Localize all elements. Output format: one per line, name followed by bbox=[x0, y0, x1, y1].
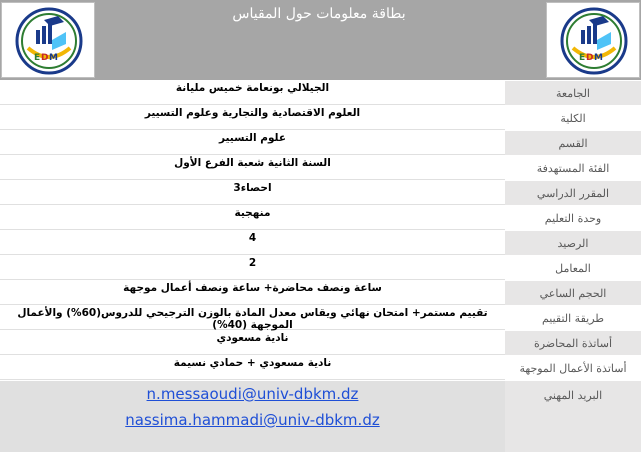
row-value: تقييم مستمر+ امتحان نهائي ويقاس معدل المادة بالوزن الترجيحي للدروس(60%) والأعمال الموجهة (40%) bbox=[0, 306, 505, 330]
row-label: الحجم الساعي bbox=[505, 281, 641, 305]
university-logo-icon bbox=[559, 6, 629, 76]
university-logo-right bbox=[546, 2, 640, 78]
university-logo-left bbox=[1, 2, 95, 78]
email-link-2[interactable]: nassima.hammadi@univ-dbkm.dz bbox=[125, 411, 380, 429]
row-value: العلوم الاقتصادية والتجارية وعلوم التسيير bbox=[0, 106, 505, 130]
row-university bbox=[0, 81, 641, 106]
row-value: 4 bbox=[0, 231, 505, 255]
row-value: ساعة ونصف محاضرة+ ساعة ونصف أعمال موجهة bbox=[0, 281, 505, 305]
row-teaching-unit bbox=[0, 206, 641, 231]
row-label: طريقة التقييم bbox=[505, 306, 641, 330]
row-label: المعامل bbox=[505, 256, 641, 280]
row-label: أساتذة الأعمال الموجهة bbox=[505, 356, 641, 380]
university-logo-icon bbox=[14, 6, 84, 76]
row-coefficient bbox=[0, 256, 641, 281]
row-label: المقرر الدراسي bbox=[505, 181, 641, 205]
svg-text:M: M bbox=[594, 53, 603, 63]
row-evaluation bbox=[0, 306, 641, 331]
svg-text:E: E bbox=[34, 53, 41, 63]
row-faculty bbox=[0, 106, 641, 131]
svg-text:D: D bbox=[41, 53, 49, 63]
row-label: الرصيد bbox=[505, 231, 641, 255]
page-title: بطاقة معلومات حول المقياس bbox=[232, 6, 406, 22]
row-label: الفئة المستهدفة bbox=[505, 156, 641, 180]
row-value: علوم التسيير bbox=[0, 131, 505, 155]
row-label: وحدة التعليم bbox=[505, 206, 641, 230]
info-table bbox=[0, 81, 641, 453]
row-credits bbox=[0, 231, 641, 256]
row-label: الكلية bbox=[505, 106, 641, 130]
card-header bbox=[0, 0, 641, 81]
row-label: الجامعة bbox=[505, 81, 641, 105]
email-link-1[interactable]: n.messaoudi@univ-dbkm.dz bbox=[146, 385, 359, 403]
svg-text:M: M bbox=[49, 53, 58, 63]
svg-text:E: E bbox=[579, 53, 586, 63]
row-label: أساتذة المحاضرة bbox=[505, 331, 641, 355]
row-value: 2 bbox=[0, 256, 505, 280]
row-value: احصاء3 bbox=[0, 181, 505, 205]
svg-text:D: D bbox=[586, 53, 594, 63]
row-lecturers bbox=[0, 331, 641, 356]
row-tutorial-teachers bbox=[0, 356, 641, 381]
email-values bbox=[0, 381, 505, 452]
row-value: الجيلالي بونعامة خميس مليانة bbox=[0, 81, 505, 105]
row-value: نادية مسعودي bbox=[0, 331, 505, 355]
row-value: السنة الثانية شعبة الفرع الأول bbox=[0, 156, 505, 180]
row-label: القسم bbox=[505, 131, 641, 155]
row-value: نادية مسعودي + حمادي نسيمة bbox=[0, 356, 505, 380]
row-value: منهجية bbox=[0, 206, 505, 230]
row-label: البريد المهني bbox=[505, 381, 641, 452]
row-hours bbox=[0, 281, 641, 306]
row-email bbox=[0, 381, 641, 453]
row-department bbox=[0, 131, 641, 156]
row-target-group bbox=[0, 156, 641, 181]
row-course bbox=[0, 181, 641, 206]
